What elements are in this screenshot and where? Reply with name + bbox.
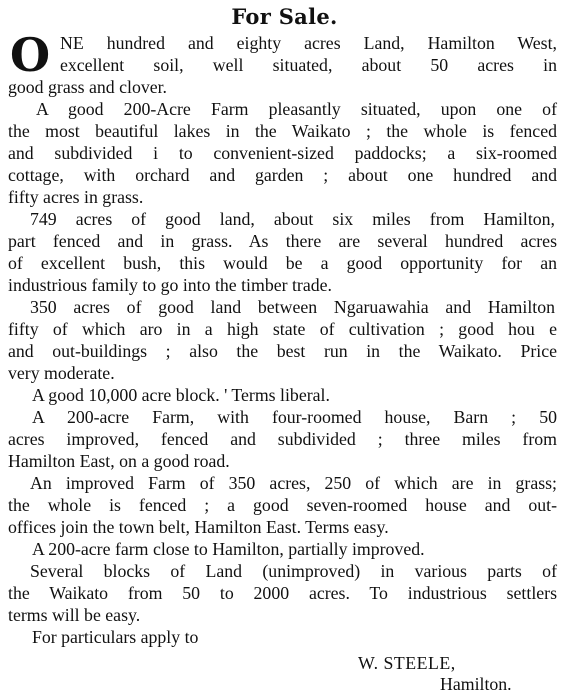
ad-line: the most beautiful lakes in the Waikato ; the whole is fenced [8,121,557,141]
advertiser-name: W. STEELE, [358,653,456,673]
ad-line: and out-buildings ; also the best run in the Waikato. Price [8,341,557,361]
contact-instruction: For particulars apply to [32,627,199,647]
ad-line: offices join the town belt, Hamilton East. Terms easy. [8,517,389,537]
advertiser-location: Hamilton. [440,674,512,694]
drop-cap: O [10,28,51,82]
ad-line: very moderate. [8,363,115,383]
ad-line: and subdivided i to convenient-sized paddocks; a six-roomed [8,143,557,163]
ad-line: Several blocks of Land (unimproved) in various parts of [30,561,557,581]
ad-line: 749 acres of good land, about six miles from Hamilton, [30,209,555,229]
ad-line: cottage, with orchard and garden ; about one hundred and [8,165,557,185]
ad-line: acres improved, fenced and subdivided ; three miles from [8,429,557,449]
ad-line: fifty acres in grass. [8,187,144,207]
ad-line: the Waikato from 50 to 2000 acres. To industrious settlers [8,583,557,603]
ad-line: NE hundred and eighty acres Land, Hamilton West, [60,33,557,53]
ad-line: excellent soil, well situated, about 50 acres in [60,55,557,75]
ad-line: of excellent bush, this would be a good opportunity for an [8,253,557,273]
ad-line: An improved Farm of 350 acres, 250 of which are in grass; [30,473,557,493]
ad-line: A good 10,000 acre block. ' Terms liberal. [32,385,330,405]
ad-line: the whole is fenced ; a good seven-roomed house and out- [8,495,557,515]
ad-line: part fenced and in grass. As there are several hundred acres [8,231,557,251]
ad-line: industrious family to go into the timber trade. [8,275,332,295]
ad-line: terms will be easy. [8,605,141,625]
ad-line: fifty of which aro in a high state of cultivation ; good hou e [8,319,557,339]
ad-line: A 200-acre Farm, with four-roomed house, Barn ; 50 [32,407,557,427]
ad-line: Hamilton East, on a good road. [8,451,230,471]
ad-line: A good 200-Acre Farm pleasantly situated, upon one of [36,99,557,119]
ad-line: good grass and clover. [8,77,168,97]
ad-title: For Sale. [231,4,338,29]
ad-line: A 200-acre farm close to Hamilton, partially improved. [32,539,425,559]
ad-line: 350 acres of good land between Ngaruawahia and Hamilton [30,297,555,317]
